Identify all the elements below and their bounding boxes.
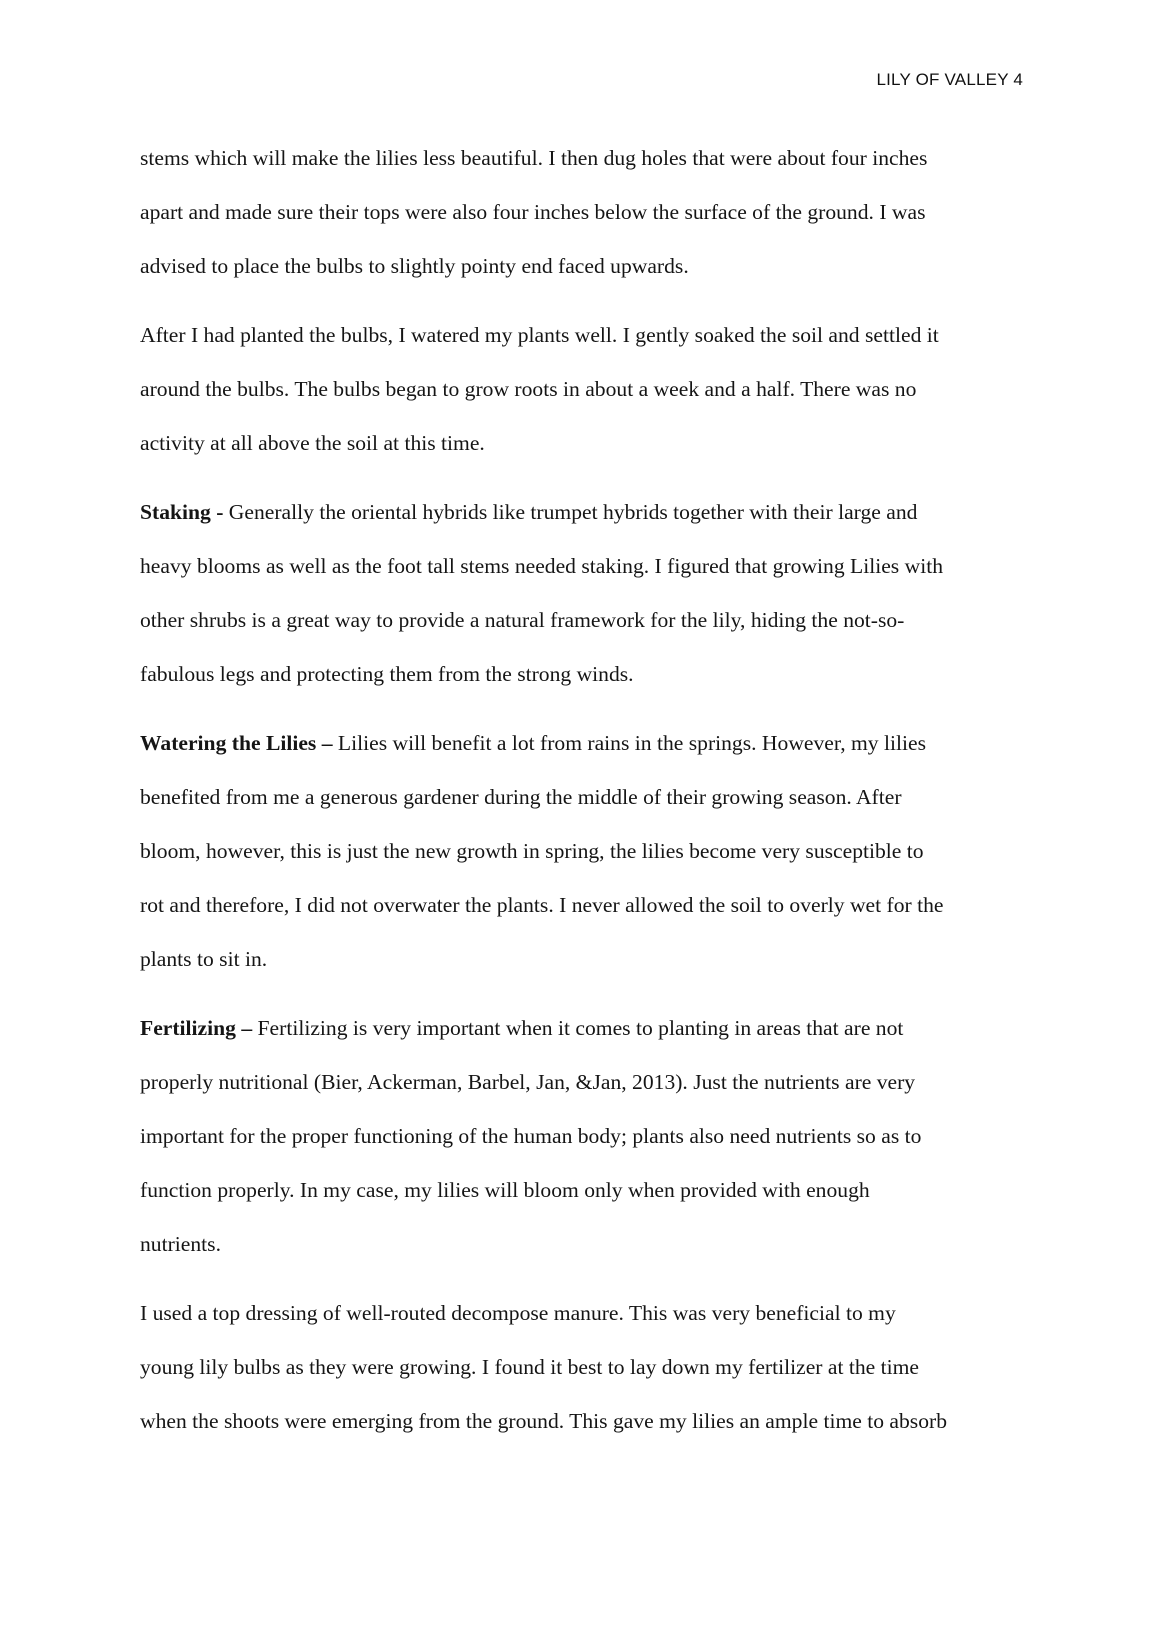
text-line: around the bulbs. The bulbs began to grow roots in about a week and a half. There was no (140, 377, 917, 401)
text-line: properly nutritional (Bier, Ackerman, Barbel, Jan, &Jan, 2013). Just the nutrients are very (140, 1070, 916, 1094)
text-line: activity at all above the soil at this time. (140, 431, 485, 455)
section-heading-fertilizing: Fertilizing – (140, 1016, 253, 1040)
text-line (140, 485, 1020, 539)
text-line: benefited from me a generous gardener during the middle of their growing season. After (140, 785, 902, 809)
text-line: important for the proper functioning of the human body; plants also need nutrients so as to (140, 1124, 922, 1148)
text-line: I used a top dressing of well-routed decompose manure. This was very beneficial to my (140, 1301, 896, 1325)
paragraph-staking (140, 485, 1020, 701)
text-line: when the shoots were emerging from the ground. This gave my lilies an ample time to absorb (140, 1409, 947, 1433)
text-line: advised to place the bulbs to slightly pointy end faced upwards. (140, 254, 689, 278)
text-line: bloom, however, this is just the new growth in spring, the lilies become very susceptible to (140, 839, 924, 863)
text-line: other shrubs is a great way to provide a natural framework for the lily, hiding the not-so- (140, 608, 905, 632)
paragraph-watering-lilies (140, 716, 1020, 986)
paragraph-planting-bulbs (140, 131, 1020, 293)
text-line: young lily bulbs as they were growing. I found it best to lay down my fertilizer at the time (140, 1355, 920, 1379)
section-heading-watering: Watering the Lilies – (140, 731, 333, 755)
text-line: rot and therefore, I did not overwater the plants. I never allowed the soil to overly wet for the (140, 893, 944, 917)
text-line: stems which will make the lilies less beautiful. I then dug holes that were about four inches (140, 146, 928, 170)
text-run: Generally the oriental hybrids like trumpet hybrids together with their large and (223, 500, 918, 524)
text-line: nutrients. (140, 1232, 221, 1256)
paragraph-fertilizing (140, 1001, 1020, 1271)
text-line: After I had planted the bulbs, I watered my plants well. I gently soaked the soil and settled it (140, 323, 939, 347)
paragraph-top-dressing (140, 1286, 1020, 1448)
text-line: plants to sit in. (140, 947, 268, 971)
paragraph-watering-bulbs (140, 308, 1020, 470)
text-line (140, 716, 1020, 770)
text-line: heavy blooms as well as the foot tall stems needed staking. I figured that growing Lilies with (140, 554, 943, 578)
running-head: LILY OF VALLEY 4 (876, 70, 1023, 89)
section-heading-staking: Staking - (140, 500, 224, 524)
body-text (140, 131, 1020, 1463)
text-line: fabulous legs and protecting them from the strong winds. (140, 662, 634, 686)
text-run: Fertilizing is very important when it comes to planting in areas that are not (252, 1016, 904, 1040)
text-line: apart and made sure their tops were also four inches below the surface of the ground. I was (140, 200, 926, 224)
text-run: Lilies will benefit a lot from rains in the springs. However, my lilies (332, 731, 926, 755)
text-line (140, 1001, 1020, 1055)
text-line: function properly. In my case, my lilies will bloom only when provided with enough (140, 1178, 870, 1202)
